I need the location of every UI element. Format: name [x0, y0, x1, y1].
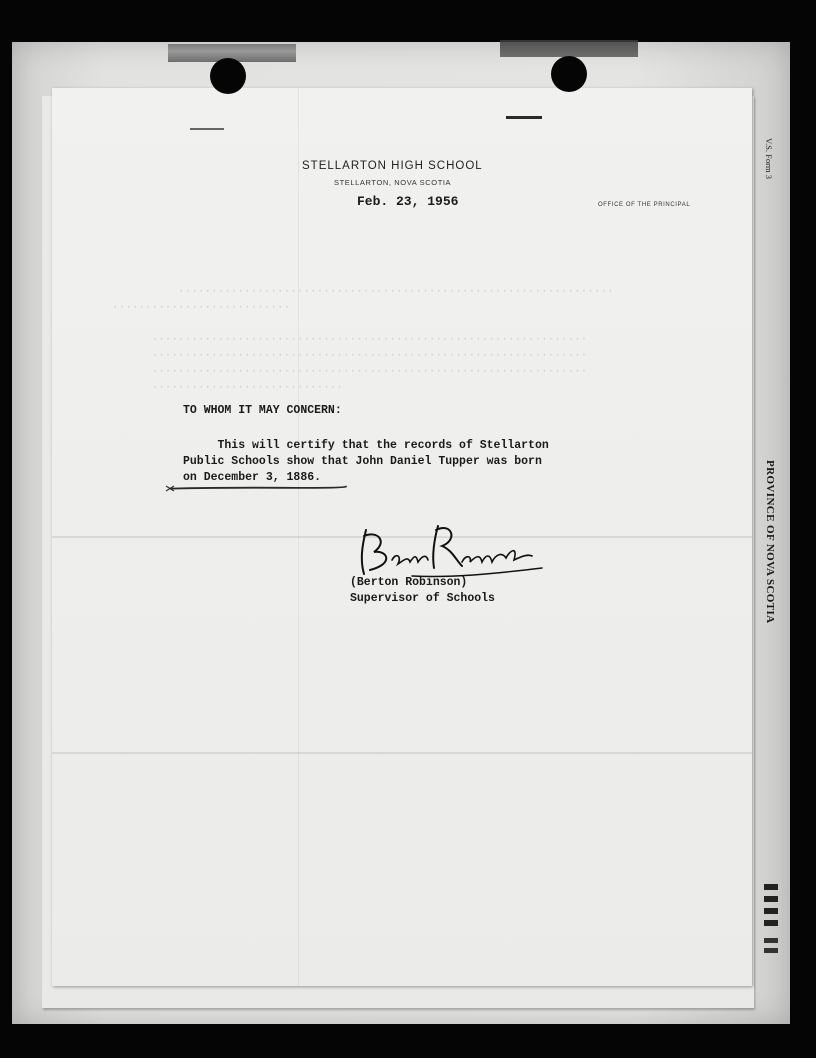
form-number-text: V.S. Form 3	[764, 138, 774, 179]
ink-mark	[506, 116, 542, 119]
body-line: on December 3, 1886.	[183, 471, 322, 484]
province-text: PROVINCE OF NOVA SCOTIA	[764, 460, 776, 624]
letter-body	[183, 438, 549, 486]
tape-strip-right	[500, 40, 638, 57]
punch-hole	[551, 56, 587, 92]
signatory-title: Supervisor of Schools	[350, 592, 495, 605]
form-number-label	[758, 138, 798, 238]
punch-hole	[210, 58, 246, 94]
edge-stamp-marks	[760, 880, 784, 960]
salutation: TO WHOM IT MAY CONCERN:	[183, 404, 342, 417]
signatory-name: (Berton Robinson)	[350, 576, 468, 589]
letter-date: Feb. 23, 1956	[357, 194, 459, 209]
body-line: Public Schools show that John Daniel Tupper was born	[183, 455, 542, 468]
letterhead-location: STELLARTON, NOVA SCOTIA	[334, 178, 452, 187]
letterhead-office: OFFICE OF THE PRINCIPAL	[598, 202, 691, 208]
pencil-mark	[190, 128, 224, 130]
fold-line	[52, 752, 752, 754]
fold-line-vertical	[298, 88, 299, 986]
bleed-through-text: ·································································· ··························· ·································································· ·································································· ·································································· ·····························	[112, 286, 614, 394]
letter-sheet	[52, 88, 752, 986]
province-label	[758, 460, 798, 660]
pen-underline-mark	[164, 484, 348, 492]
letterhead-school-name: STELLARTON HIGH SCHOOL	[302, 160, 483, 172]
body-line: This will certify that the records of Stellarton	[183, 439, 549, 452]
